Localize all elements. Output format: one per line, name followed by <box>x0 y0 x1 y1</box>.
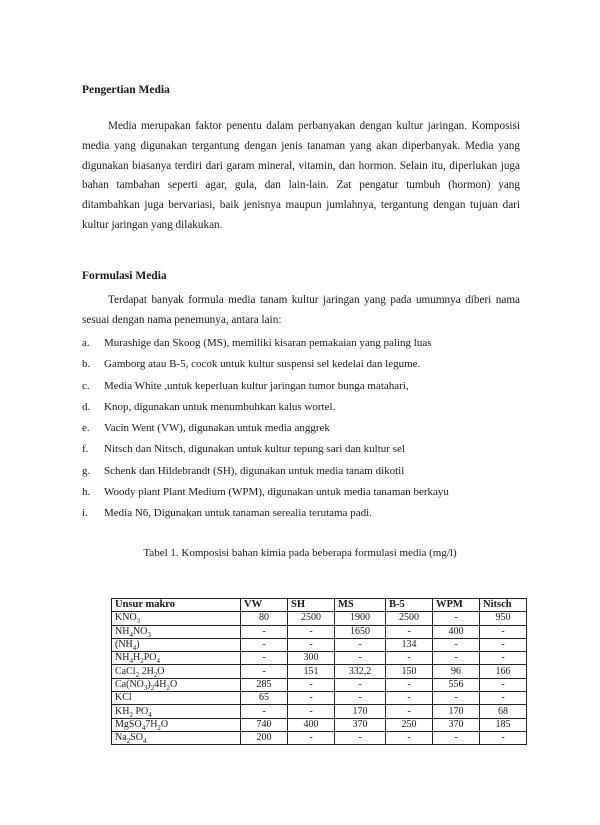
value-cell: - <box>480 625 527 638</box>
table-header-cell: SH <box>288 599 335 612</box>
formula-subscript: 2 <box>153 670 158 679</box>
formula-text: PO <box>132 705 149 717</box>
formula-text: O <box>157 665 165 677</box>
table-header-cell: MS <box>335 599 386 612</box>
value-cell: - <box>433 652 480 665</box>
formula-subscript: 2 <box>135 670 140 679</box>
value-cell: - <box>386 705 433 718</box>
table-row <box>112 678 527 691</box>
value-cell: 950 <box>480 612 527 625</box>
compound-cell <box>112 625 241 638</box>
value-cell: 250 <box>386 718 433 731</box>
value-cell: - <box>433 692 480 705</box>
value-cell: - <box>335 638 386 651</box>
value-cell: 68 <box>480 705 527 718</box>
value-cell: 285 <box>241 678 288 691</box>
table-header-cell: B-5 <box>386 599 433 612</box>
value-cell: - <box>335 678 386 691</box>
value-cell: - <box>288 705 335 718</box>
value-cell: - <box>335 692 386 705</box>
value-cell: - <box>386 678 433 691</box>
paragraph-formulasi-intro <box>82 291 520 331</box>
formula-subscript: 4 <box>141 723 146 732</box>
formula-subscript: 2 <box>140 657 144 666</box>
value-cell: - <box>480 638 527 651</box>
formula-text: SO <box>130 732 143 744</box>
value-cell: 170 <box>433 705 480 718</box>
value-cell: - <box>480 678 527 691</box>
value-cell: 170 <box>335 705 386 718</box>
table-row <box>112 652 527 665</box>
compound-cell <box>112 665 241 678</box>
table-row <box>112 625 527 638</box>
paragraph-pengertian-media <box>82 117 520 236</box>
value-cell: - <box>335 652 386 665</box>
list-item <box>82 418 522 439</box>
section-heading-pengertian-media: Pengertian Media <box>82 84 170 96</box>
list-item-marker: b. <box>82 358 91 371</box>
value-cell: - <box>241 652 288 665</box>
value-cell: - <box>241 625 288 638</box>
list-item-text: Media White ,untuk keperluan kultur jaringan tumor bunga matahari, <box>104 379 409 392</box>
list-item <box>82 333 522 354</box>
table-header-cell: WPM <box>433 599 480 612</box>
formula-text: NO <box>132 625 148 637</box>
value-cell: - <box>386 652 433 665</box>
value-cell: 65 <box>241 692 288 705</box>
list-item-text: Gamborg atau B-5, cocok untuk kultur suspensi sel kedelai dan legume. <box>104 358 421 371</box>
formula-subscript: 2 <box>126 737 131 746</box>
value-cell: 400 <box>433 625 480 638</box>
formula-text: (NH <box>115 639 133 651</box>
formula-subscript: 3 <box>143 683 148 692</box>
value-cell: - <box>433 731 480 744</box>
value-cell: - <box>288 692 335 705</box>
formula-text: 7H <box>145 718 158 730</box>
value-cell: - <box>241 665 288 678</box>
formula-text: KCl <box>115 692 132 704</box>
formula-subscript: 2 <box>157 723 161 732</box>
list-item-text: Media N6, Digunakan untuk tanaman serealia terutama padi. <box>104 507 372 520</box>
value-cell: 332,2 <box>335 665 386 678</box>
list-item <box>82 354 522 375</box>
list-item-text: Nitsch dan Nitsch, digunakan untuk kultur tepung sari dan kultur sel <box>104 443 405 456</box>
value-cell: 300 <box>288 652 335 665</box>
value-cell: 556 <box>433 678 480 691</box>
paragraph-text: Media merupakan faktor penentu dalam perbanyakan dengan kultur jaringan. Komposisi media yang digunakan tergantung dengan jenis tanaman yang akan diperbanyak. Media yang digunakan biasanya terdiri dari garam mineral, vitamin, dan hormon. Selain itu, diperlukan juga bahan tambahan seperti agar, gula, dan lain-lain. Zat pengatur tumbuh (hormon) yang ditambahkan juga bervariasi, baik jenisnya maupun jumlahnya, tergantung dengan tujuan dari kultur jaringan yang dilakukan. <box>82 120 520 231</box>
list-item <box>82 376 522 397</box>
value-cell: 1650 <box>335 625 386 638</box>
list-item <box>82 397 522 418</box>
formula-text: 4H <box>154 678 167 690</box>
formula-text: KH <box>115 705 130 717</box>
list-item-text: Vacin Went (VW), digunakan untuk media anggrek <box>104 422 330 435</box>
formula-text: Na <box>115 732 127 744</box>
list-item-marker: h. <box>82 486 91 499</box>
value-cell: - <box>288 638 335 651</box>
value-cell: - <box>433 612 480 625</box>
list-item-text: Knop, digunakan untuk menumbuhkan kalus wortel. <box>104 400 336 413</box>
value-cell: - <box>480 731 527 744</box>
value-cell: 150 <box>386 665 433 678</box>
formula-subscript: 2 <box>129 710 133 719</box>
table-header-cell: Nitsch <box>480 599 527 612</box>
compound-cell <box>112 612 241 625</box>
value-cell: 96 <box>433 665 480 678</box>
formula-text: ) <box>136 639 140 651</box>
formula-subscript: 3 <box>136 617 141 626</box>
formula-text: KNO <box>115 612 137 624</box>
formula-text: CaCl <box>115 665 136 677</box>
list-item-marker: i. <box>82 507 88 520</box>
formula-text: ) <box>147 678 151 690</box>
value-cell: - <box>386 625 433 638</box>
formula-subscript: 3 <box>147 630 151 639</box>
value-cell: - <box>241 705 288 718</box>
formula-text: NH <box>115 652 130 664</box>
value-cell: 200 <box>241 731 288 744</box>
value-cell: - <box>241 638 288 651</box>
list-item <box>82 439 522 460</box>
value-cell: 151 <box>288 665 335 678</box>
formula-subscript: 4 <box>156 657 160 666</box>
list-item-marker: d. <box>82 400 91 413</box>
formula-list <box>82 333 522 525</box>
composition-table <box>111 598 527 745</box>
formula-subscript: 2 <box>166 683 170 692</box>
formula-subscript: 4 <box>142 737 147 746</box>
compound-cell <box>112 692 241 705</box>
compound-cell <box>112 638 241 651</box>
list-item <box>82 503 522 524</box>
list-item-marker: e. <box>82 422 90 435</box>
value-cell: 166 <box>480 665 527 678</box>
formula-subscript: 4 <box>129 630 133 639</box>
compound-cell <box>112 652 241 665</box>
table-row <box>112 731 527 744</box>
list-item-marker: a. <box>82 337 90 349</box>
table-row <box>112 612 527 625</box>
compound-cell <box>112 678 241 691</box>
formula-text: PO <box>143 652 157 664</box>
formula-text: MgSO <box>115 718 142 730</box>
table-row <box>112 718 527 731</box>
formula-text: Ca(NO <box>115 678 144 690</box>
table-row <box>112 638 527 651</box>
value-cell: 2500 <box>288 612 335 625</box>
value-cell: 740 <box>241 718 288 731</box>
list-item-marker: g. <box>82 464 91 477</box>
list-item-marker: c. <box>82 379 90 392</box>
list-item-marker: f. <box>82 443 89 456</box>
value-cell: 185 <box>480 718 527 731</box>
list-item-text: Schenk dan Hildebrandt (SH), digunakan untuk media tanam dikotil <box>104 464 405 477</box>
formula-subscript: 4 <box>129 657 133 666</box>
value-cell: - <box>288 678 335 691</box>
value-cell: 370 <box>335 718 386 731</box>
intro-text: Terdapat banyak formula media tanam kultur jaringan yang pada umumnya diberi nama sesuai dengan nama penemunya, antara lain: <box>82 294 520 326</box>
value-cell: 2500 <box>386 612 433 625</box>
table-row <box>112 692 527 705</box>
value-cell: 370 <box>433 718 480 731</box>
list-item <box>82 482 522 503</box>
value-cell: - <box>480 652 527 665</box>
table-row <box>112 665 527 678</box>
formula-subscript: 4 <box>148 710 152 719</box>
value-cell: - <box>386 692 433 705</box>
formula-text: NH <box>115 625 130 637</box>
formula-subscript: 4 <box>132 644 137 653</box>
table-caption: Tabel 1. Komposisi bahan kimia pada beberapa formulasi media (mg/l) <box>143 547 457 559</box>
formula-subscript: 2 <box>150 683 155 692</box>
table-row <box>112 705 527 718</box>
value-cell: - <box>386 731 433 744</box>
list-item-text: Murashige dan Skoog (MS), memiliki kisaran pemakaian yang paling luas <box>104 337 432 349</box>
value-cell: - <box>288 731 335 744</box>
value-cell: - <box>288 625 335 638</box>
value-cell: - <box>335 731 386 744</box>
table-header-cell: Unsur makro <box>112 599 241 612</box>
list-item <box>82 461 522 482</box>
formula-text: O <box>160 718 169 730</box>
section-heading-formulasi-media: Formulasi Media <box>82 270 167 282</box>
table-header-row <box>112 599 527 612</box>
formula-text: O <box>169 678 178 690</box>
table-header-cell: VW <box>241 599 288 612</box>
value-cell: - <box>480 692 527 705</box>
formula-text: 2H <box>139 665 154 677</box>
value-cell: 400 <box>288 718 335 731</box>
value-cell: 80 <box>241 612 288 625</box>
list-item-text: Woody plant Plant Medium (WPM), digunakan untuk media tanaman berkayu <box>104 486 449 499</box>
compound-cell <box>112 718 241 731</box>
compound-cell <box>112 705 241 718</box>
value-cell: 1900 <box>335 612 386 625</box>
compound-cell <box>112 731 241 744</box>
table-body <box>112 612 527 745</box>
value-cell: 134 <box>386 638 433 651</box>
formula-text: H <box>132 652 141 664</box>
value-cell: - <box>433 638 480 651</box>
